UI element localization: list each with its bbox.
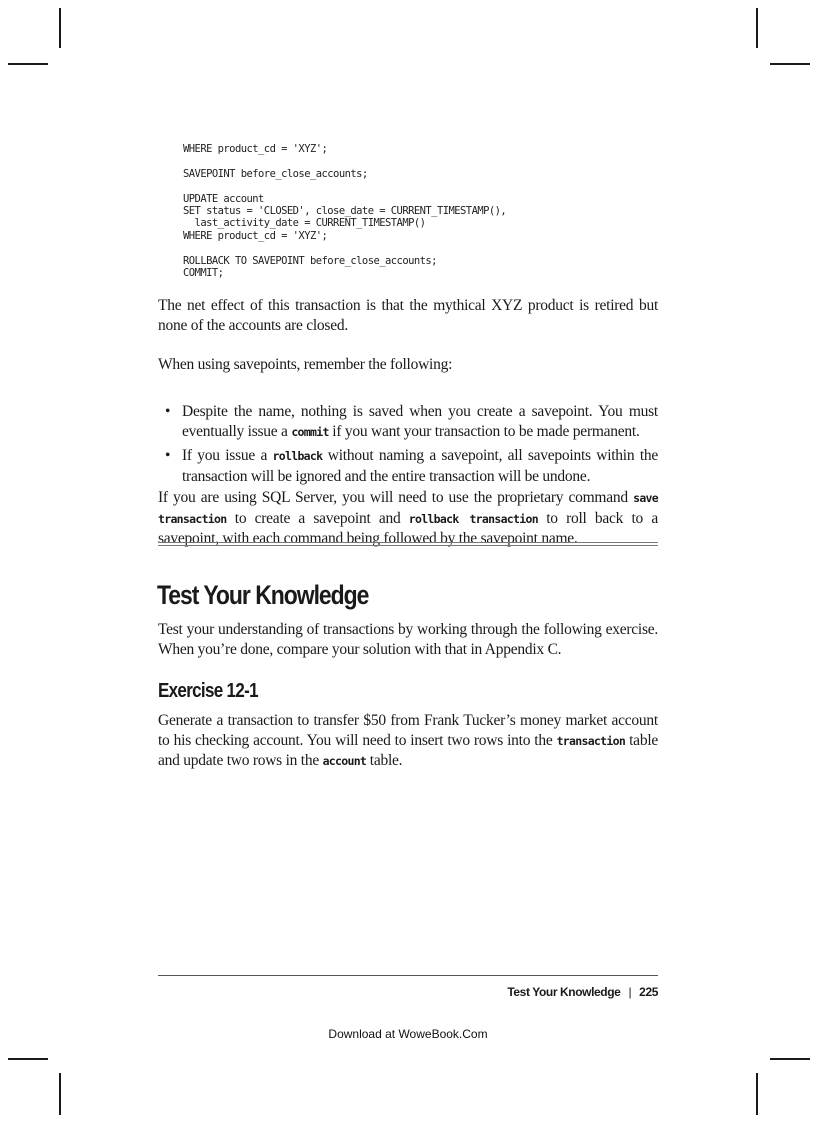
running-title: Test Your Knowledge [507,985,621,999]
list-item [158,446,658,486]
paragraph-net-effect: The net effect of this transaction is that the mythical XYZ product is retired but none of the accounts are closed. [158,297,658,334]
code-line: ROLLBACK TO SAVEPOINT before_close_accounts; [183,254,437,267]
bullet-text: If you issue a [182,447,273,464]
inline-code-commit: commit [291,424,329,439]
bullet-glyph: • [165,447,171,464]
download-note: Download at WoweBook.Com [328,1027,488,1041]
code-line: SET status = 'CLOSED', close_date = CURRENT_TIMESTAMP(), [183,205,507,218]
crop-mark-top-left-horizontal [8,63,48,65]
running-footer [507,985,658,999]
code-line: WHERE product_cd = 'XYZ'; [183,143,328,155]
crop-mark-top-right-horizontal [770,63,810,65]
text-run: If you are using SQL Server, you will need to use the proprietary command [158,489,634,506]
code-line: UPDATE account [183,192,264,205]
inline-code-rollback: rollback [272,449,323,463]
paragraph-exercise [158,711,658,772]
crop-mark-bottom-left-vertical [59,1073,61,1115]
inline-code-save-transaction: save transaction [158,491,658,526]
savepoint-tips-list [158,402,658,490]
code-line: SAVEPOINT before_close_accounts; [183,167,368,180]
paragraph-section-intro: Test your understanding of transactions by working through the following exercise. When you’re done, compare your solution with that in Appendix C. [158,621,658,658]
code-line: COMMIT; [183,267,224,280]
bullet-glyph: • [165,403,171,420]
text-run: to create a savepoint and [226,509,409,527]
crop-mark-bottom-right-horizontal [770,1058,810,1060]
text-run: to roll back to a savepoint, with each command being followed by the savepoint name. [158,509,658,547]
crop-mark-top-left-vertical [59,8,61,48]
inline-code-account: account [322,754,367,768]
bullet-text: without naming a savepoint, all savepoints within the transaction will be ignored and the entire transaction will be undone. [182,447,659,485]
list-item [158,402,658,442]
crop-mark-top-right-vertical [756,8,758,48]
text-run: table and update two rows in the [158,731,658,769]
paragraph-savepoint-intro: When using savepoints, remember the following: [158,356,453,373]
section-divider [158,542,658,546]
text-run: Generate a transaction to transfer $50 from Frank Tucker’s money market account to his checking account. You will need to insert two rows into the [158,712,658,749]
inline-code-rollback-transaction: rollback transaction [408,511,538,526]
exercise-heading: Exercise 12-1 [158,680,258,702]
page-number: 225 [639,985,658,999]
bullet-text: if you want your transaction to be made permanent. [328,422,640,440]
code-line: WHERE product_cd = 'XYZ'; [183,229,328,242]
section-heading: Test Your Knowledge [157,580,369,610]
inline-code-transaction: transaction [556,733,626,748]
code-block [183,143,506,279]
code-line: last_activity_date = CURRENT_TIMESTAMP() [183,217,426,230]
bullet-text: Despite the name, nothing is saved when you create a savepoint. You must eventually issue a [182,403,658,440]
footer-rule [158,975,658,976]
crop-mark-bottom-left-horizontal [8,1058,48,1060]
text-run: table. [366,752,403,769]
footer-separator: | [628,985,632,999]
crop-mark-bottom-right-vertical [756,1073,758,1115]
paragraph-sql-server [158,488,658,549]
